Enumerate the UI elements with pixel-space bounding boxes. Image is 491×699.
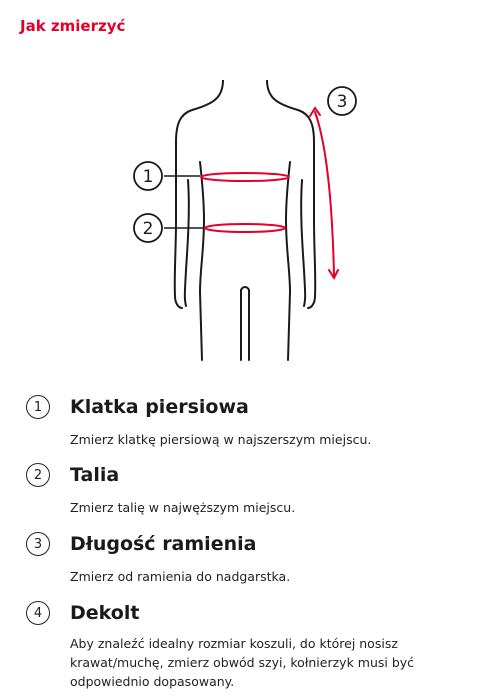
- torso-left: [200, 162, 204, 360]
- item-description: Zmierz od ramienia do nadgarstka.: [70, 569, 291, 584]
- waist-measure-line: [205, 224, 285, 232]
- right-arm-inner: [301, 180, 305, 306]
- number-badge: 4: [26, 601, 50, 625]
- number-badge: 2: [26, 463, 50, 487]
- measure-item-waist: [26, 462, 466, 517]
- measure-item-chest: [26, 394, 466, 449]
- marker-1: [134, 162, 162, 190]
- item-description: Aby znaleźć idealny rozmiar koszuli, do której nosisz krawat/muchę, zmierz obwód szyi, kołnierzyk musi być odpowiednio dopasowany.: [70, 636, 415, 689]
- item-description: Zmierz klatkę piersiową w najszerszym miejscu.: [70, 432, 372, 447]
- page-title: Jak zmierzyć: [20, 17, 126, 35]
- arm-length-measure-line: [315, 112, 334, 275]
- item-description: Zmierz talię w najwęższym miejscu.: [70, 500, 296, 515]
- svg-text:3: 3: [336, 92, 348, 112]
- marker-2: [134, 214, 162, 242]
- measure-item-arm-length: [26, 531, 466, 586]
- measure-item-neck: [26, 600, 466, 691]
- left-arm-inner: [185, 180, 189, 306]
- marker-3: [328, 87, 356, 115]
- item-title: Klatka piersiowa: [70, 396, 249, 418]
- item-title: Talia: [70, 464, 120, 486]
- torso-right: [286, 162, 290, 360]
- body-measurement-figure: [120, 80, 370, 365]
- body-outline-right: [267, 80, 315, 308]
- body-outline-illustration: [120, 80, 370, 365]
- svg-text:2: 2: [142, 219, 154, 239]
- body-outline-left: [175, 80, 223, 308]
- svg-text:1: 1: [142, 167, 154, 187]
- number-badge: 3: [26, 532, 50, 556]
- number-badge: 1: [26, 395, 50, 419]
- chest-measure-line: [201, 173, 289, 181]
- item-title: Dekolt: [70, 602, 140, 624]
- item-title: Długość ramienia: [70, 533, 257, 555]
- crotch: [241, 287, 249, 290]
